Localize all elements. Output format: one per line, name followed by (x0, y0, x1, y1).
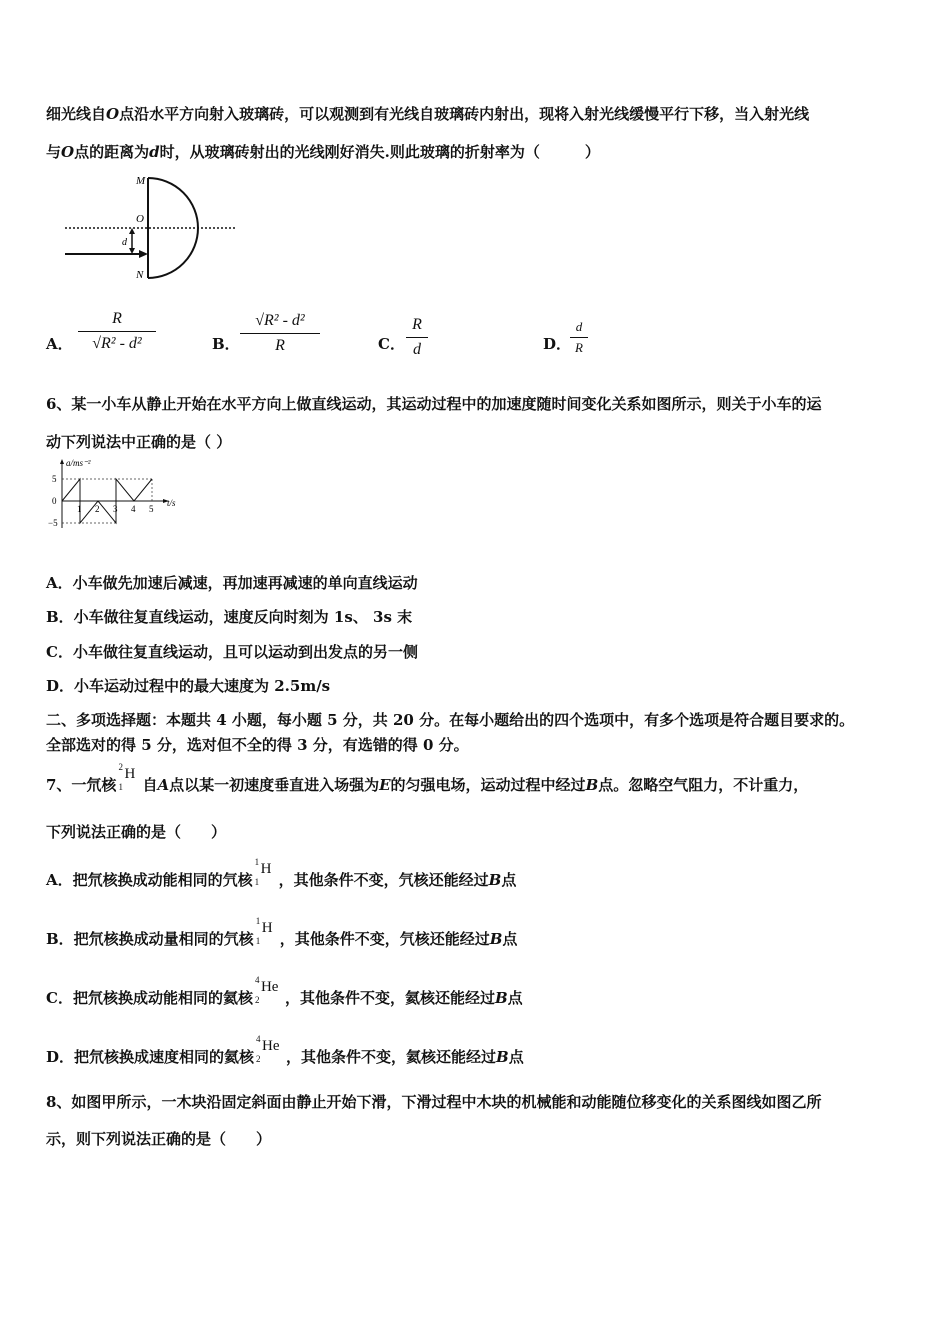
q6-option-a: A．小车做先加速后减速，再加速再减速的单向直线运动 (46, 574, 418, 592)
q6-line-1: 6、某一小车从静止开始在水平方向上做直线运动，其运动过程中的加速度随时间变化关系如图所示，则关于小车的运 (46, 395, 822, 413)
nuclide-helium: 4 2 He (256, 1034, 280, 1064)
tick-t-2: 2 (95, 504, 100, 514)
tick-y-0: 0 (52, 496, 57, 506)
q6-acceleration-graph (44, 456, 184, 536)
q5-option-a-fraction: R √R² - d² (78, 308, 156, 355)
q5-option-d-letter: D． (543, 335, 572, 353)
tick-y-neg5: −5 (48, 518, 58, 528)
q5-option-b-fraction: √R² - d² R (240, 310, 320, 357)
q7-option-a: A．把氘核换成动能相同的氕核 1 1 H ，其他条件不变，氕核还能经过B点 (46, 857, 517, 889)
q5-option-a-letter: A． (46, 335, 73, 353)
q5-option-c-letter: C． (378, 335, 405, 353)
q5-option-d-fraction: d R (570, 318, 588, 357)
x-axis-label: t/s (167, 498, 176, 508)
q7-line-1: 7、一氘核 2 1 H 自A点以某一初速度垂直进入场强为E的匀强电场，运动过程中经过B点。忽略空气阻力，不计重力， (46, 762, 809, 794)
label-m: M (136, 175, 146, 187)
nuclide-protium: 1 1 H (255, 916, 273, 946)
tick-t-1: 1 (77, 504, 82, 514)
label-d: d (122, 237, 127, 248)
section2-line-2: 全部选对的得 5 分，选对但不全的得 3 分，有选错的得 0 分。 (46, 736, 469, 754)
q5-option-b-letter: B． (212, 335, 240, 353)
q6-option-b: B．小车做往复直线运动，速度反向时刻为 1s、 3s 末 (46, 608, 413, 626)
tick-y-5: 5 (52, 474, 57, 484)
q6-line-2: 动下列说法中正确的是（ ） (46, 433, 232, 451)
nuclide-protium: 1 1 H (254, 857, 272, 887)
q8-line-2: 示，则下列说法正确的是（ ） (46, 1130, 272, 1148)
nuclide-deuteron: 2 1 H (118, 762, 136, 792)
q7-option-c: C．把氘核换成动能相同的氦核 4 2 He ，其他条件不变，氦核还能经过B点 (46, 975, 523, 1007)
q7-option-b: B．把氘核换成动量相同的氕核 1 1 H ，其他条件不变，氕核还能经过B点 (46, 916, 518, 948)
ray-arrowhead (139, 250, 148, 258)
tick-t-5: 5 (149, 504, 154, 514)
q6-option-c: C．小车做往复直线运动，且可以运动到出发点的另一侧 (46, 643, 418, 661)
q5-line-2: 与O点的距离为d时，从玻璃砖射出的光线刚好消失.则此玻璃的折射率为（ ） (46, 143, 600, 161)
q8-line-1: 8、如图甲所示，一木块沿固定斜面由静止开始下滑，下滑过程中木块的机械能和动能随位移变化的关系图线如图乙所 (46, 1093, 822, 1111)
q5-line-1: 细光线自O点沿水平方向射入玻璃砖，可以观测到有光线自玻璃砖内射出，现将入射光线缓慢平行下移，当入射光线 (46, 105, 810, 123)
tick-t-4: 4 (131, 504, 136, 514)
q7-option-d: D．把氘核换成速度相同的氦核 4 2 He ，其他条件不变，氦核还能经过B点 (46, 1034, 524, 1066)
label-o: O (136, 213, 144, 225)
q6-option-d: D．小车运动过程中的最大速度为 2.5m/s (46, 677, 331, 695)
nuclide-helium: 4 2 He (254, 975, 279, 1005)
y-axis-label: a/ms⁻² (66, 458, 91, 468)
q5-glass-figure (60, 170, 240, 285)
q5-option-c-fraction: R d (406, 314, 428, 361)
label-n: N (136, 269, 144, 281)
section2-line-1: 二、多项选择题：本题共 4 小题，每小题 5 分，共 20 分。在每小题给出的四个选项中，有多个选项是符合题目要求的。 (46, 711, 855, 729)
q7-line-2: 下列说法正确的是（ ） (46, 823, 227, 841)
tick-t-3: 3 (113, 504, 118, 514)
